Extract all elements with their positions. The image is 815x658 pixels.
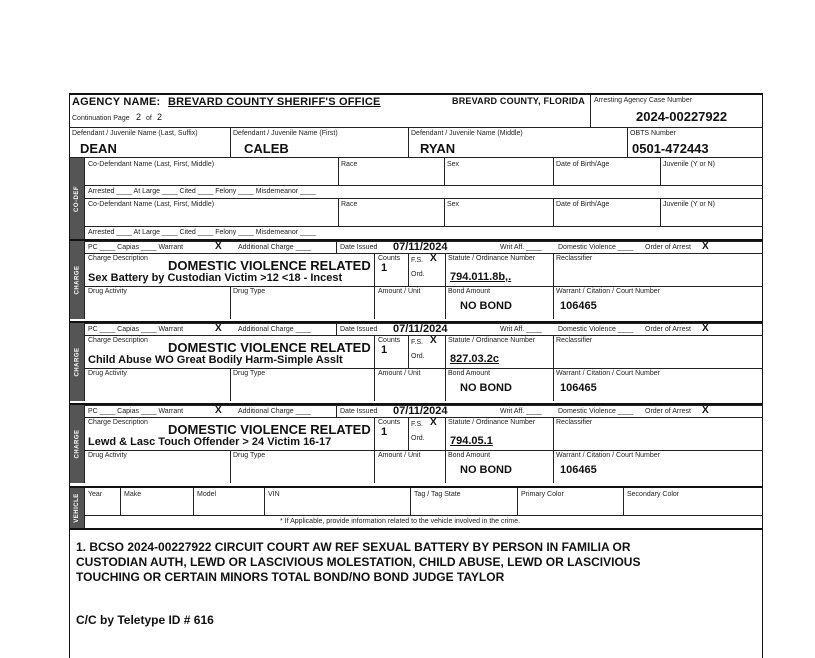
divider <box>120 488 121 515</box>
divider <box>553 158 554 185</box>
charge-counts: 1 <box>381 426 388 438</box>
divider <box>410 488 411 515</box>
divider <box>374 286 375 319</box>
divider <box>338 198 339 226</box>
charge-bond-label: Bond Amount <box>448 370 491 377</box>
codef-name-label: Co-Defendant Name (Last, First, Middle) <box>88 161 215 168</box>
charge-fs-mark: X <box>430 335 437 346</box>
charge-warrant-mark: X <box>215 405 222 416</box>
narrative-line-2: CUSTODIAN AUTH, LEWD OR LASCIVIOUS MOLESTATION, CHILD ABUSE, LEWD OR LASCIVIOUS <box>76 555 641 569</box>
charge-date-label: Date Issued <box>340 244 378 251</box>
divider <box>623 488 624 515</box>
form-top-border <box>69 93 763 95</box>
charge-bond-amount: NO BOND <box>460 300 512 312</box>
divider <box>627 127 628 158</box>
charge-additional: Additional Charge ____ <box>238 244 312 251</box>
charge-additional: Additional Charge ____ <box>238 408 312 415</box>
continuation-page: 2 <box>136 112 142 122</box>
charge-drug-activity-label: Drug Activity <box>88 370 127 377</box>
charge-date-issued: 07/11/2024 <box>393 323 448 335</box>
charge-fs-label: F.S. <box>411 339 424 346</box>
charge-dv-related: DOMESTIC VIOLENCE RELATED <box>168 258 371 273</box>
codef-status-line: Arrested ____ At Large ____ Cited ____ Felony ____ Misdemeanor ____ <box>88 188 316 195</box>
charge-reclassifier-label: Reclassifier <box>556 255 593 262</box>
divider <box>84 198 763 199</box>
narrative-line-1: 1. BCSO 2024-00227922 CIRCUIT COURT AW REF SEXUAL BATTERY BY PERSON IN FAMILIA OR <box>76 540 631 554</box>
charge-amount-label: Amount / Unit <box>378 452 421 459</box>
codef-race-label: Race <box>341 201 358 208</box>
charge-date-label: Date Issued <box>340 326 378 333</box>
charge-fs-label: F.S. <box>411 257 424 264</box>
charge-warrant-mark: X <box>215 241 222 252</box>
charge-statute: 794.011.8b,. <box>450 271 512 283</box>
codef-race-label: Race <box>341 161 358 168</box>
charge-domestic-violence: Domestic Violence ____ <box>558 408 634 415</box>
divider <box>445 286 446 319</box>
divider <box>84 226 763 227</box>
divider <box>408 127 409 158</box>
charge-desc-label: Charge Description <box>88 337 148 344</box>
divider <box>84 450 763 451</box>
charge-domestic-violence: Domestic Violence ____ <box>558 244 634 251</box>
charge-ord-label: Ord. <box>411 271 425 278</box>
charge-warrant-number: 106465 <box>560 300 597 312</box>
divider <box>336 405 337 417</box>
charge-description: Lewd & Lasc Touch Offender > 24 Victim 16-17 <box>88 436 332 448</box>
charge-amount-label: Amount / Unit <box>378 288 421 295</box>
divider <box>444 158 445 185</box>
charge-order-of-arrest: Order of Arrest <box>645 326 691 333</box>
charge-pc-line: PC ____ Capias ____ Warrant <box>88 408 184 415</box>
divider <box>445 335 446 368</box>
case-number: 2024-00227922 <box>636 109 728 124</box>
divider <box>445 450 446 483</box>
divider <box>84 405 85 483</box>
narrative-line-3: TOUCHING OR CERTAIN MINORS TOTAL BOND/NO BOND JUDGE TAYLOR <box>76 570 505 584</box>
charge-fs-mark: X <box>430 417 437 428</box>
charge-bond-amount: NO BOND <box>460 382 512 394</box>
charge-dv-related: DOMESTIC VIOLENCE RELATED <box>168 340 371 355</box>
divider <box>336 241 337 253</box>
vehicle-primary-color-label: Primary Color <box>521 491 564 498</box>
charge-bond-label: Bond Amount <box>448 452 491 459</box>
charge-pc-line: PC ____ Capias ____ Warrant <box>88 244 184 251</box>
divider <box>444 198 445 226</box>
charge-description: Child Abuse WO Great Bodily Harm-Simple Asslt <box>88 354 343 366</box>
charge-counts-label: Counts <box>378 419 401 426</box>
charge-drug-type-label: Drug Type <box>233 370 266 377</box>
charge-bond-label: Bond Amount <box>448 288 491 295</box>
divider <box>84 286 763 287</box>
charge-date-issued: 07/11/2024 <box>393 405 448 417</box>
charge-statute-label: Statute / Ordinance Number <box>448 337 536 344</box>
divider <box>374 450 375 483</box>
case-number-label: Arresting Agency Case Number <box>594 97 693 104</box>
divider <box>84 515 763 516</box>
vehicle-note: * If Applicable, provide information related to the vehicle involved in the crime. <box>280 518 521 525</box>
vehicle-year-label: Year <box>88 491 103 498</box>
divider <box>84 241 85 319</box>
divider <box>84 335 763 336</box>
charge-statute: 794.05.1 <box>450 435 493 447</box>
divider <box>445 417 446 450</box>
charge-warrant-number: 106465 <box>560 382 597 394</box>
divider <box>69 157 763 158</box>
charge-drug-type-label: Drug Type <box>233 452 266 459</box>
charge-drug-type-label: Drug Type <box>233 288 266 295</box>
agency-name: BREVARD COUNTY SHERIFF'S OFFICE <box>168 96 381 108</box>
divider <box>230 127 231 158</box>
charge-domestic-violence: Domestic Violence ____ <box>558 326 634 333</box>
charge-ord-label: Ord. <box>411 435 425 442</box>
codef-sex-label: Sex <box>447 161 460 168</box>
middle-name-label: Defendant / Juvenile Name (Middle) <box>411 130 523 137</box>
charge-side-label: CHARGE <box>70 241 84 319</box>
charge-date-issued: 07/11/2024 <box>393 241 448 253</box>
charge-statute: 827.03.2c <box>450 353 499 365</box>
county-name: BREVARD COUNTY, FLORIDA <box>452 96 585 106</box>
charge-drug-activity-label: Drug Activity <box>88 452 127 459</box>
charge-warrant-mark: X <box>215 323 222 334</box>
charge-desc-label: Charge Description <box>88 255 148 262</box>
charge-warrant-label: Warrant / Citation / Court Number <box>556 452 660 459</box>
divider <box>590 95 591 128</box>
charge-counts-label: Counts <box>378 337 401 344</box>
form-right-border <box>762 93 763 658</box>
codef-side-label: CO-DEF <box>70 158 84 240</box>
codef-juvenile-label: Juvenile (Y or N) <box>663 201 716 208</box>
charge-description: Sex Battery by Custodian Victim >12 <18 - Incest <box>88 272 343 284</box>
continuation-of: of <box>146 115 152 122</box>
codef-name-label: Co-Defendant Name (Last, First, Middle) <box>88 201 215 208</box>
charge-dv-related: DOMESTIC VIOLENCE RELATED <box>168 422 371 437</box>
vehicle-model-label: Model <box>197 491 217 498</box>
charge-order-mark: X <box>702 241 709 252</box>
charge-drug-activity-label: Drug Activity <box>88 288 127 295</box>
vehicle-tag-label: Tag / Tag State <box>414 491 461 498</box>
divider <box>69 528 763 530</box>
divider <box>336 323 337 335</box>
charge-statute-label: Statute / Ordinance Number <box>448 255 536 262</box>
charge-order-mark: X <box>702 405 709 416</box>
charge-order-of-arrest: Order of Arrest <box>645 244 691 251</box>
obts-number: 0501-472443 <box>632 141 709 156</box>
divider <box>517 488 518 515</box>
divider <box>84 368 763 369</box>
divider <box>230 368 231 401</box>
codef-sex-label: Sex <box>447 201 460 208</box>
divider <box>445 368 446 401</box>
charge-amount-label: Amount / Unit <box>378 370 421 377</box>
codef-juvenile-label: Juvenile (Y or N) <box>663 161 716 168</box>
agency-label: AGENCY NAME: <box>72 96 161 108</box>
charge-warrant-number: 106465 <box>560 464 597 476</box>
divider <box>230 286 231 319</box>
charge-order-mark: X <box>702 323 709 334</box>
divider <box>84 185 763 186</box>
charge-writ: Writ Aff. ____ <box>500 408 542 415</box>
divider <box>69 127 763 128</box>
charge-counts: 1 <box>381 344 388 356</box>
charge-ord-label: Ord. <box>411 353 425 360</box>
charge-reclassifier-label: Reclassifier <box>556 337 593 344</box>
divider <box>84 158 85 240</box>
charge-order-of-arrest: Order of Arrest <box>645 408 691 415</box>
divider <box>408 335 409 368</box>
divider <box>553 198 554 226</box>
charge-warrant-label: Warrant / Citation / Court Number <box>556 288 660 295</box>
divider <box>374 417 375 450</box>
divider <box>69 486 763 488</box>
divider <box>408 253 409 286</box>
vehicle-side-label: VEHICLE <box>70 488 84 528</box>
codef-dob-label: Date of Birth/Age <box>556 201 610 208</box>
first-name: CALEB <box>244 141 289 156</box>
obts-label: OBTS Number <box>630 130 676 137</box>
charge-counts: 1 <box>381 262 388 274</box>
divider <box>193 488 194 515</box>
charge-additional: Additional Charge ____ <box>238 326 312 333</box>
divider <box>84 417 763 418</box>
codef-status-line: Arrested ____ At Large ____ Cited ____ Felony ____ Misdemeanor ____ <box>88 229 316 236</box>
middle-name: RYAN <box>420 141 456 156</box>
charge-writ: Writ Aff. ____ <box>500 326 542 333</box>
divider <box>408 417 409 450</box>
divider <box>374 253 375 286</box>
charge-pc-line: PC ____ Capias ____ Warrant <box>88 326 184 333</box>
charge-fs-label: F.S. <box>411 421 424 428</box>
divider <box>660 198 661 226</box>
vehicle-make-label: Make <box>124 491 142 498</box>
charge-counts-label: Counts <box>378 255 401 262</box>
charge-reclassifier-label: Reclassifier <box>556 419 593 426</box>
charge-bond-amount: NO BOND <box>460 464 512 476</box>
charge-writ: Writ Aff. ____ <box>500 244 542 251</box>
divider <box>660 158 661 185</box>
charge-side-label: CHARGE <box>70 405 84 483</box>
charge-fs-mark: X <box>430 253 437 264</box>
charge-date-label: Date Issued <box>340 408 378 415</box>
continuation-total: 2 <box>157 112 163 122</box>
vehicle-vin-label: VIN <box>268 491 280 498</box>
divider <box>84 323 85 401</box>
charge-warrant-label: Warrant / Citation / Court Number <box>556 370 660 377</box>
divider <box>445 253 446 286</box>
divider <box>338 158 339 185</box>
codef-dob-label: Date of Birth/Age <box>556 161 610 168</box>
charge-statute-label: Statute / Ordinance Number <box>448 419 536 426</box>
charge-desc-label: Charge Description <box>88 419 148 426</box>
last-name-label: Defendant / Juvenile Name (Last, Suffix) <box>72 130 198 137</box>
divider <box>374 335 375 368</box>
divider <box>230 450 231 483</box>
divider <box>264 488 265 515</box>
divider <box>374 368 375 401</box>
continuation-label: Continuation Page <box>72 115 130 122</box>
last-name: DEAN <box>80 141 117 156</box>
divider <box>84 253 763 254</box>
charge-side-label: CHARGE <box>70 323 84 401</box>
teletype-id: C/C by Teletype ID # 616 <box>76 613 214 627</box>
divider <box>84 488 85 528</box>
first-name-label: Defendant / Juvenile Name (First) <box>233 130 338 137</box>
vehicle-secondary-color-label: Secondary Color <box>627 491 680 498</box>
